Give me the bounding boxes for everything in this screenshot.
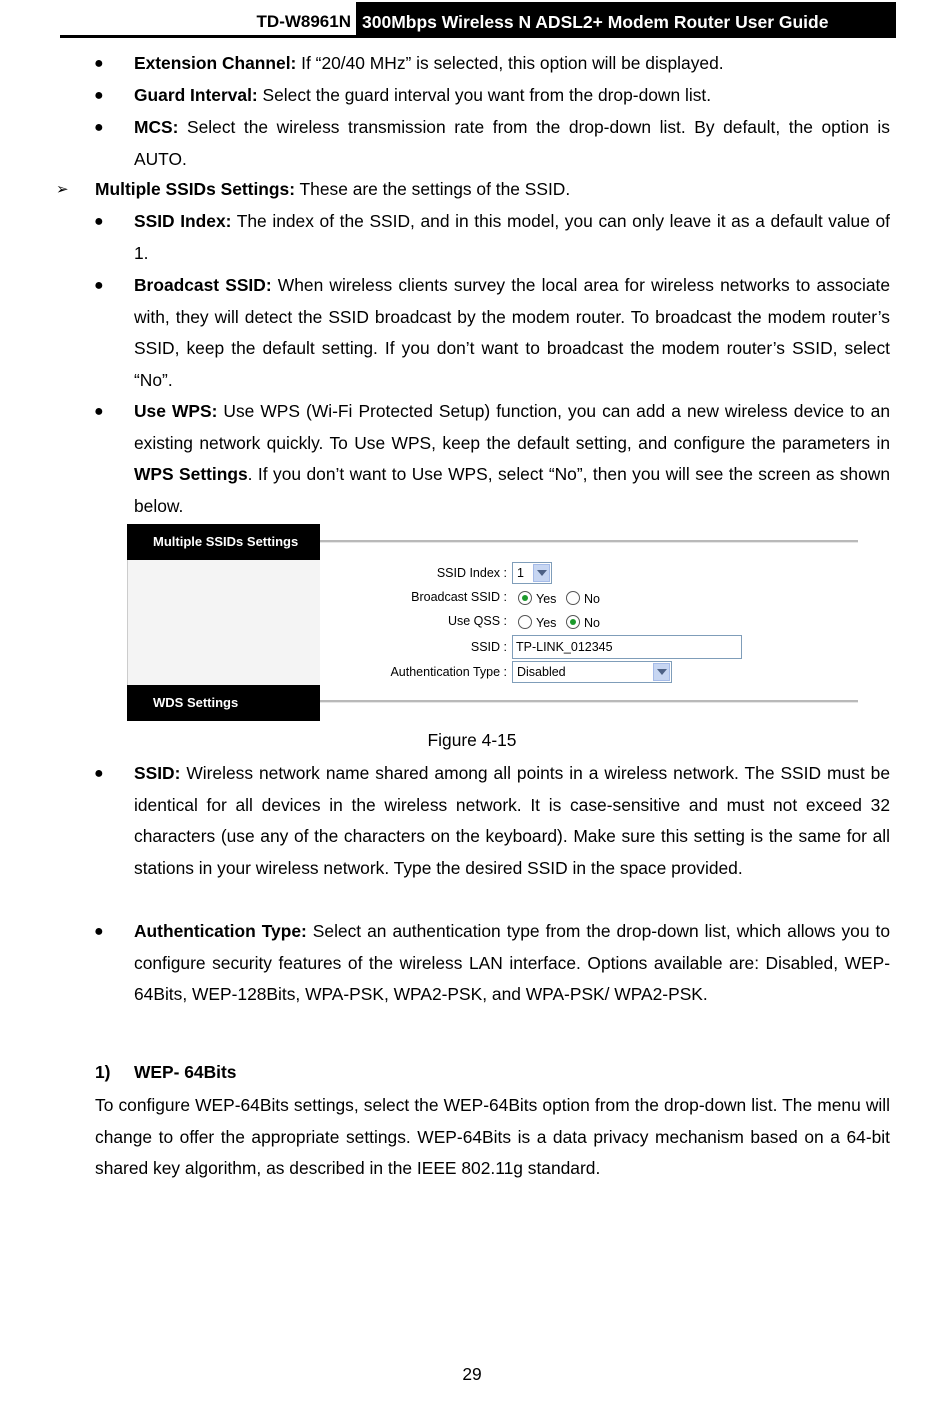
bullet-mcs [134, 112, 890, 175]
bullet-icon: ● [94, 55, 104, 72]
use-qss-yes-label: Yes [536, 616, 557, 630]
ssid-index-value: 1 [517, 566, 524, 580]
bullet-icon: ● [94, 923, 104, 940]
desc: These are the settings of the SSID. [295, 179, 571, 199]
desc: . If you don’t want to Use WPS, select “No”, then you will see the screen as shown below. [134, 464, 890, 516]
desc: Select an authentication type from the drop-down list, which allows you to configure security features of the wireless LAN interface. Options available are: Disabled, WEP-64Bits, WEP-128Bits, WPA-PSK, WPA2-PSK, and WPA-PSK/ WPA2-PSK. [134, 921, 890, 1005]
desc: If “20/40 MHz” is selected, this option will be displayed. [296, 53, 724, 73]
page-number: 29 [462, 1364, 482, 1384]
figure-top-bar: Multiple SSIDs Settings [127, 524, 320, 560]
desc: The index of the SSID, and in this model, you can only leave it as a default value of 1. [134, 211, 890, 263]
bullet-icon: ● [94, 403, 104, 420]
page-header [60, 2, 896, 38]
header-title: 300Mbps Wireless N ADSL2+ Modem Router User Guide [356, 2, 896, 36]
use-qss-label: Use QSS : [447, 614, 507, 628]
bullet-icon: ● [94, 119, 104, 136]
desc: Select the guard interval you want from the drop-down list. [257, 85, 712, 105]
chevron-down-icon[interactable] [653, 663, 670, 681]
broadcast-ssid-no-radio[interactable] [566, 591, 580, 605]
bullet-icon: ● [94, 87, 104, 104]
bullet-guard-interval [134, 80, 890, 112]
broadcast-ssid-yes-radio[interactable] [518, 591, 532, 605]
bullet-broadcast-ssid [134, 270, 890, 396]
figure-multiple-ssids-screenshot [127, 524, 859, 722]
auth-type-label: Authentication Type : [390, 665, 507, 679]
subsection-paragraph: To configure WEP-64Bits settings, select the WEP-64Bits option from the drop-down list. The menu will change to offer the appropriate settings. WEP-64Bits is a data privacy mechanism based on a 64-bit shared key algorithm, as described in the IEEE 802.11g standard. [95, 1095, 890, 1179]
term: Multiple SSIDs Settings: [95, 179, 296, 199]
figure-caption: Figure 4-15 [427, 730, 517, 750]
broadcast-ssid-label: Broadcast SSID : [411, 590, 507, 604]
term: SSID Index: [134, 211, 232, 231]
auth-type-value: Disabled [517, 665, 566, 679]
figure-bottom-bar: WDS Settings [127, 685, 320, 721]
ssid-index-label: SSID Index : [436, 566, 507, 580]
desc: When wireless clients survey the local area for wireless networks to associate with, they will detect the SSID broadcast by the modem router. To broadcast the modem router’s SSID, keep the default setting. If you don’t want to broadcast the modem router’s SSID, select “No”. [134, 275, 891, 390]
figure-top-rule [320, 540, 858, 543]
ssid-label: SSID : [470, 640, 507, 654]
bullet-icon: ● [94, 213, 104, 230]
bullet-ssid [134, 758, 890, 884]
ssid-input[interactable]: TP-LINK_012345 [512, 635, 742, 659]
bullet-ssid-index [134, 206, 890, 269]
term: Extension Channel: [134, 53, 297, 73]
bullet-authentication-type [134, 916, 890, 1011]
term: Authentication Type: [134, 921, 307, 941]
use-qss-yes-radio[interactable] [518, 615, 532, 629]
term: Broadcast SSID: [134, 275, 272, 295]
desc: Wireless network name shared among all points in a wireless network. The SSID must be identical for all devices in the wireless network. It is case-sensitive and must not exceed 32 characters (use any of the characters on the keyboard). Make sure this setting is the same for all stations in your wireless network. Type the desired SSID in the space provided. [134, 763, 890, 878]
broadcast-ssid-yes-label: Yes [536, 592, 557, 606]
desc: Use WPS (Wi-Fi Protected Setup) function, you can add a new wireless device to an existing network quickly. To Use WPS, keep the default setting, and configure the parameters in [134, 401, 890, 453]
use-qss-no-radio[interactable] [566, 615, 580, 629]
arrow-icon: ➢ [56, 181, 69, 198]
section-multiple-ssids [95, 174, 890, 206]
bullet-extension-channel [134, 48, 890, 80]
bullet-icon: ● [94, 765, 104, 782]
auth-type-select[interactable] [512, 661, 672, 683]
chevron-down-icon[interactable] [533, 564, 550, 582]
term: Use WPS: [134, 401, 218, 421]
term: SSID: [134, 763, 181, 783]
term: MCS: [134, 117, 179, 137]
use-qss-no-label: No [584, 616, 600, 630]
ssid-index-select[interactable] [512, 562, 552, 584]
desc: Select the wireless transmission rate from the drop-down list. By default, the option is AUTO. [134, 117, 890, 169]
wps-settings-ref: WPS Settings [134, 464, 248, 485]
subsection-number: 1) [95, 1062, 111, 1082]
subsection-title: WEP- 64Bits [134, 1062, 237, 1082]
term: Guard Interval: [134, 85, 258, 105]
bullet-use-wps [134, 396, 890, 522]
bullet-icon: ● [94, 277, 104, 294]
header-model: TD-W8961N [256, 12, 351, 31]
figure-bottom-rule [320, 700, 858, 703]
broadcast-ssid-no-label: No [584, 592, 600, 606]
